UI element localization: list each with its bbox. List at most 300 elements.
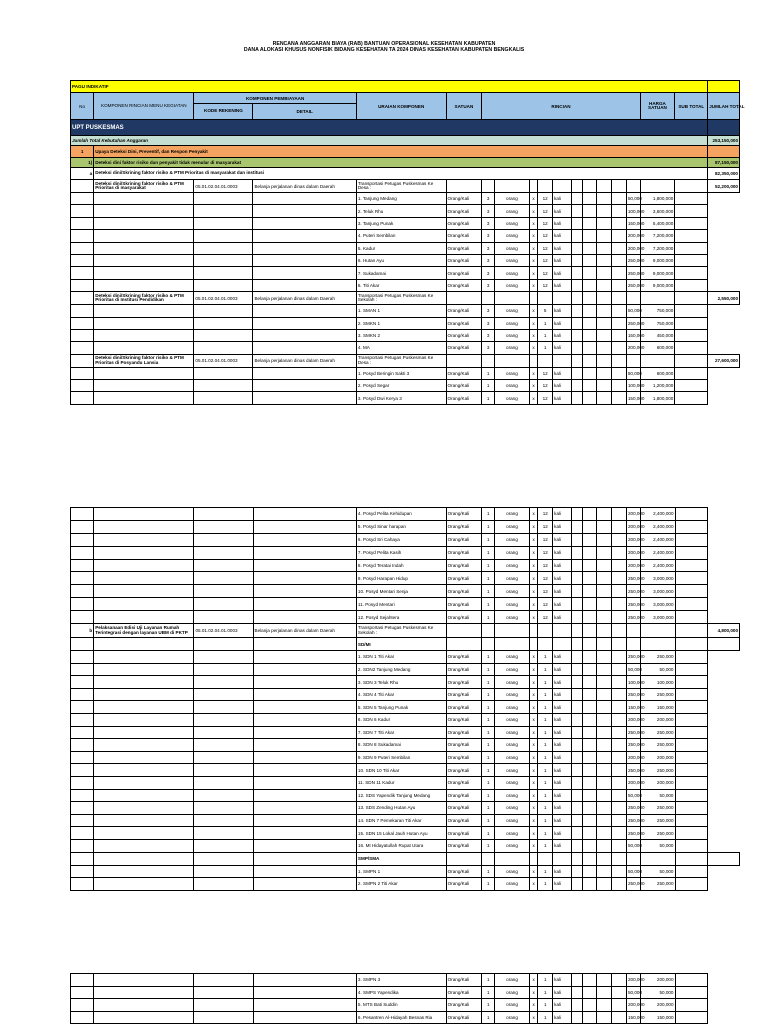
upaya-number: 1: [71, 146, 94, 158]
unit-cell: orang: [495, 585, 530, 598]
kode-rekening-cell: 05.01.02.04.01.0003: [194, 292, 253, 305]
table-row: [71, 999, 740, 1012]
unit-cell: orang: [495, 533, 530, 546]
volume-cell: 3: [482, 230, 495, 242]
harga-satuan-cell: 50,000: [626, 789, 640, 802]
volume-cell: 1: [482, 739, 495, 752]
volume-cell: 1: [482, 380, 495, 392]
frequency-cell: 12: [538, 205, 553, 217]
budget-table-page-1: [70, 80, 745, 405]
col-kode-rekening: KODE REKENING: [194, 104, 253, 120]
volume-cell: 3: [482, 342, 495, 354]
satuan-cell: Orang/Kali: [446, 392, 482, 404]
sub-total-cell: 2,400,000: [640, 546, 675, 559]
satuan-cell: Orang/Kali: [446, 254, 482, 266]
unit-cell: orang: [495, 713, 530, 726]
uraian-cell: 4. SMPS Yapendika: [356, 986, 446, 999]
frequency-unit-cell: kali: [553, 713, 572, 726]
uraian-cell: 5. Posyd Sinar harapan: [356, 520, 446, 533]
harga-satuan-cell: 150,000: [626, 701, 640, 714]
sub-total-cell: 200,000: [640, 713, 675, 726]
uraian-cell: 4. MA: [356, 342, 446, 354]
uraian-cell: 2. SDN2 Tanjung Medang: [356, 663, 446, 676]
frequency-unit-cell: kali: [553, 974, 572, 987]
sub-total-cell: 200,000: [640, 751, 675, 764]
satuan-cell: Orang/Kali: [446, 739, 482, 752]
item-a-title: Deteksi dini/Skrining faktor risiko & PTM Prioritas di masyarakat dan institusi: [94, 168, 708, 180]
sub-total-cell: 50,000: [640, 839, 675, 852]
group-header-row: [71, 180, 740, 193]
satuan-cell: Orang/Kali: [446, 380, 482, 392]
satuan-cell: Orang/Kali: [446, 279, 482, 291]
satuan-cell: Orang/Kali: [446, 865, 482, 878]
multiply-cell: x: [529, 651, 537, 664]
sub-total-cell: 150,000: [640, 701, 675, 714]
satuan-cell: Orang/Kali: [446, 1011, 482, 1024]
volume-cell: 1: [482, 701, 495, 714]
multiply-cell: x: [529, 865, 537, 878]
table-row: [71, 663, 740, 676]
uraian-cell: 5. MTS Bati Suddin: [356, 999, 446, 1012]
table-row: [71, 367, 740, 379]
uraian-cell: 3. Tanjung Punak: [356, 217, 446, 229]
table-row: [71, 802, 740, 815]
smp-sma-rows-continued: [71, 974, 740, 1024]
multiply-cell: x: [529, 520, 537, 533]
volume-cell: 1: [482, 520, 495, 533]
table-row: [71, 598, 740, 611]
sub-total-cell: 50,000: [640, 865, 675, 878]
frequency-cell: 12: [538, 242, 553, 254]
group-header-row: [71, 292, 740, 305]
volume-cell: 3: [482, 305, 495, 317]
sub-total-cell: 250,000: [640, 739, 675, 752]
table-row: [71, 878, 740, 891]
multiply-cell: x: [529, 701, 537, 714]
unit-cell: orang: [495, 508, 530, 521]
frequency-unit-cell: kali: [553, 217, 572, 229]
table-row: [71, 242, 740, 254]
frequency-unit-cell: kali: [553, 1011, 572, 1024]
harga-satuan-cell: 250,000: [626, 572, 640, 585]
frequency-unit-cell: kali: [553, 789, 572, 802]
volume-cell: 3: [482, 205, 495, 217]
item-a-number: a: [71, 168, 94, 180]
uraian-cell: 11. Posyd Mentari: [356, 598, 446, 611]
uraian-cell: 12. SDS Yapendik Tanjung Medang: [356, 789, 446, 802]
harga-satuan-cell: 250,000: [626, 585, 640, 598]
uraian-cell: 15. SDN 15 Lokal Jauh Hutan Ayu: [356, 827, 446, 840]
smp-sma-rows: [71, 865, 740, 890]
sub-total-cell: 600,000: [640, 342, 675, 354]
volume-cell: 1: [482, 986, 495, 999]
volume-cell: 3: [482, 329, 495, 341]
col-rincian: RINCIAN: [482, 93, 640, 120]
group-total: 2,550,000: [708, 292, 740, 305]
satuan-cell: Orang/Kali: [446, 329, 482, 341]
volume-cell: 1: [482, 726, 495, 739]
volume-cell: 3: [482, 242, 495, 254]
satuan-cell: Orang/Kali: [446, 217, 482, 229]
table-row: [71, 559, 740, 572]
sub-total-cell: 150,000: [640, 1011, 675, 1024]
uraian-cell: 3. Posyd Dwi Kerya 3: [356, 392, 446, 404]
sub-total-cell: 2,400,000: [640, 520, 675, 533]
volume-cell: 1: [482, 802, 495, 815]
frequency-cell: 12: [538, 267, 553, 279]
multiply-cell: x: [529, 999, 537, 1012]
unit-cell: orang: [495, 520, 530, 533]
volume-cell: 1: [482, 392, 495, 404]
uraian-cell: 4. Posyd Pelita Kehidupan: [356, 508, 446, 521]
sub-total-cell: 600,000: [640, 367, 675, 379]
harga-satuan-cell: 50,000: [626, 986, 640, 999]
table-row: [71, 217, 740, 229]
frequency-cell: 5: [538, 305, 553, 317]
satuan-cell: Orang/Kali: [446, 802, 482, 815]
harga-satuan-cell: 200,000: [626, 508, 640, 521]
uraian-cell: 1. SMAN 1: [356, 305, 446, 317]
unit-cell: orang: [495, 974, 530, 987]
satuan-cell: Orang/Kali: [446, 559, 482, 572]
col-satuan: SATUAN: [446, 93, 482, 120]
sub-total-cell: 3,000,000: [640, 598, 675, 611]
satuan-cell: Orang/Kali: [446, 305, 482, 317]
sub-total-cell: 250,000: [640, 651, 675, 664]
uraian-cell: 10. SDN 10 Titi Akar: [356, 764, 446, 777]
satuan-cell: Orang/Kali: [446, 999, 482, 1012]
harga-satuan-cell: 250,000: [626, 267, 640, 279]
satuan-cell: Orang/Kali: [446, 230, 482, 242]
volume-cell: 1: [482, 1011, 495, 1024]
volume-cell: 1: [482, 974, 495, 987]
volume-cell: 3: [482, 193, 495, 205]
frequency-cell: 12: [538, 230, 553, 242]
frequency-cell: 12: [538, 559, 553, 572]
multiply-cell: x: [529, 392, 537, 404]
multiply-cell: x: [529, 789, 537, 802]
frequency-unit-cell: kali: [553, 865, 572, 878]
group-title: Deteksi dini/Skrining faktor risiko & PTM Prioritas di Posyandu Lansia: [94, 354, 194, 367]
unit-cell: orang: [495, 865, 530, 878]
harga-satuan-cell: 250,000: [626, 598, 640, 611]
multiply-cell: x: [529, 1011, 537, 1024]
frequency-cell: 1: [538, 776, 553, 789]
harga-satuan-cell: 100,000: [626, 676, 640, 689]
sub-total-cell: 3,000,000: [640, 585, 675, 598]
harga-satuan-cell: 250,000: [626, 878, 640, 891]
sub-total-cell: 200,000: [640, 999, 675, 1012]
frequency-cell: 12: [538, 217, 553, 229]
smp-sma-label: SMP/SMA: [356, 852, 446, 865]
frequency-unit-cell: kali: [553, 367, 572, 379]
frequency-unit-cell: kali: [553, 342, 572, 354]
harga-satuan-cell: 200,000: [626, 230, 640, 242]
table-row: [71, 305, 740, 317]
col-komponen-rincian: KOMPONEN RINCIAN MENU KEGIATAN: [94, 93, 194, 120]
harga-satuan-cell: 250,000: [626, 317, 640, 329]
frequency-unit-cell: kali: [553, 572, 572, 585]
table-row: [71, 776, 740, 789]
table-row: [71, 701, 740, 714]
multiply-cell: x: [529, 305, 537, 317]
sub-total-cell: 3,600,000: [640, 205, 675, 217]
upt-puskesmas-heading: UPT PUSKESMAS: [71, 120, 708, 136]
unit-cell: orang: [495, 254, 530, 266]
harga-satuan-cell: 250,000: [626, 827, 640, 840]
frequency-unit-cell: kali: [553, 267, 572, 279]
harga-satuan-cell: 200,000: [626, 242, 640, 254]
posyandu-rows-continued: [71, 508, 740, 624]
frequency-unit-cell: kali: [553, 254, 572, 266]
sub-total-cell: 9,000,000: [640, 279, 675, 291]
unit-cell: orang: [495, 739, 530, 752]
harga-satuan-cell: 200,000: [626, 546, 640, 559]
sd-mi-rows: [71, 651, 740, 853]
sub-total-cell: 100,000: [640, 676, 675, 689]
table-row: [71, 688, 740, 701]
multiply-cell: x: [529, 878, 537, 891]
volume-cell: 1: [482, 572, 495, 585]
frequency-cell: 1: [538, 974, 553, 987]
volume-cell: 1: [482, 663, 495, 676]
document-title: RENCANA ANGGARAN BIAYA (RAB) BANTUAN OPERASIONAL KESEHATAN KABUPATEN: [272, 41, 496, 47]
sub-total-cell: 250,000: [640, 688, 675, 701]
uraian-cell: 7. Sukadamai: [356, 267, 446, 279]
frequency-cell: 1: [538, 342, 553, 354]
uraian-cell: 4. SDN 4 Titi Akar: [356, 688, 446, 701]
sub-total-cell: 3,000,000: [640, 572, 675, 585]
unit-cell: orang: [495, 342, 530, 354]
detail-cell: Belanja perjalanan dinas dalam Daerah: [253, 354, 356, 367]
table-row: [71, 254, 740, 266]
harga-satuan-cell: 200,000: [626, 751, 640, 764]
unit-cell: orang: [495, 380, 530, 392]
uraian-cell: 1. Tanjung Medang: [356, 193, 446, 205]
sub-total-cell: 750,000: [640, 317, 675, 329]
satuan-cell: Orang/Kali: [446, 701, 482, 714]
table-row: [71, 764, 740, 777]
frequency-cell: 1: [538, 827, 553, 840]
harga-satuan-cell: 100,000: [626, 380, 640, 392]
table-row: [71, 865, 740, 878]
unit-cell: orang: [495, 279, 530, 291]
frequency-unit-cell: kali: [553, 546, 572, 559]
harga-satuan-cell: 200,000: [626, 776, 640, 789]
table-row: [71, 508, 740, 521]
sd-mi-label: SD/MI: [356, 638, 446, 651]
volume-cell: 1: [482, 814, 495, 827]
volume-cell: 3: [482, 317, 495, 329]
frequency-cell: 12: [538, 367, 553, 379]
item-b-detail: Belanja perjalanan dinas dalam Daerah: [253, 624, 356, 638]
unit-cell: orang: [495, 305, 530, 317]
harga-satuan-cell: 200,000: [626, 974, 640, 987]
satuan-cell: Orang/Kali: [446, 651, 482, 664]
unit-cell: orang: [495, 611, 530, 624]
multiply-cell: x: [529, 279, 537, 291]
harga-satuan-cell: 250,000: [626, 688, 640, 701]
harga-satuan-cell: 250,000: [626, 764, 640, 777]
unit-cell: orang: [495, 367, 530, 379]
unit-cell: orang: [495, 676, 530, 689]
satuan-cell: Orang/Kali: [446, 317, 482, 329]
sub-total-cell: 50,000: [640, 789, 675, 802]
col-uraian: URAIAN KOMPONEN: [356, 93, 446, 120]
frequency-cell: 1: [538, 751, 553, 764]
col-detail: DETAIL: [253, 104, 356, 120]
col-komponen-pembiayaan: KOMPONEN PEMBIAYAAN: [194, 93, 356, 104]
uraian-cell: 6. Hutan Ayu: [356, 254, 446, 266]
col-no: No: [71, 93, 94, 120]
frequency-unit-cell: kali: [553, 739, 572, 752]
multiply-cell: x: [529, 739, 537, 752]
frequency-unit-cell: kali: [553, 802, 572, 815]
frequency-cell: 12: [538, 279, 553, 291]
group-header-row: [71, 354, 740, 367]
unit-cell: orang: [495, 688, 530, 701]
unit-cell: orang: [495, 267, 530, 279]
harga-satuan-cell: 50,000: [626, 367, 640, 379]
satuan-cell: Orang/Kali: [446, 205, 482, 217]
multiply-cell: x: [529, 726, 537, 739]
volume-cell: 1: [482, 651, 495, 664]
unit-cell: orang: [495, 986, 530, 999]
harga-satuan-cell: 200,000: [626, 342, 640, 354]
satuan-cell: Orang/Kali: [446, 663, 482, 676]
satuan-cell: Orang/Kali: [446, 878, 482, 891]
multiply-cell: x: [529, 572, 537, 585]
frequency-unit-cell: kali: [553, 533, 572, 546]
unit-cell: orang: [495, 205, 530, 217]
uraian-cell: 9. SDN 9 Puteri Sembilan: [356, 751, 446, 764]
volume-cell: 1: [482, 764, 495, 777]
sub-total-cell: 250,000: [640, 827, 675, 840]
multiply-cell: x: [529, 317, 537, 329]
unit-cell: orang: [495, 802, 530, 815]
unit-cell: orang: [495, 572, 530, 585]
item-b-total: 4,800,000: [708, 624, 740, 638]
uraian-cell: 2. SMPN 2 Titi Akar: [356, 878, 446, 891]
multiply-cell: x: [529, 776, 537, 789]
group-total: 27,600,000: [708, 354, 740, 367]
multiply-cell: x: [529, 611, 537, 624]
harga-satuan-cell: 150,000: [626, 392, 640, 404]
sub-total-cell: 1,800,000: [640, 392, 675, 404]
harga-satuan-cell: 200,000: [626, 999, 640, 1012]
volume-cell: 3: [482, 267, 495, 279]
uraian-cell: 3. SMKN 2: [356, 329, 446, 341]
volume-cell: 1: [482, 751, 495, 764]
multiply-cell: x: [529, 205, 537, 217]
unit-cell: orang: [495, 193, 530, 205]
item-b-number: b: [71, 624, 94, 638]
sub-total-cell: 2,400,000: [640, 559, 675, 572]
sub-total-cell: 250,000: [640, 814, 675, 827]
sub-total-cell: 250,000: [640, 878, 675, 891]
uraian-cell: 4. Puteri Sembilan: [356, 230, 446, 242]
unit-cell: orang: [495, 559, 530, 572]
frequency-cell: 1: [538, 713, 553, 726]
harga-satuan-cell: 50,000: [626, 663, 640, 676]
satuan-cell: Orang/Kali: [446, 839, 482, 852]
frequency-cell: 1: [538, 865, 553, 878]
multiply-cell: x: [529, 598, 537, 611]
item-b-kode: 05.01.02.04.01.0003: [194, 624, 253, 638]
multiply-cell: x: [529, 193, 537, 205]
uraian-cell: 6. Posyd Sri Cahaya: [356, 533, 446, 546]
sub-total-cell: 7,200,000: [640, 242, 675, 254]
frequency-unit-cell: kali: [553, 651, 572, 664]
frequency-unit-cell: kali: [553, 329, 572, 341]
table-row: [71, 839, 740, 852]
frequency-unit-cell: kali: [553, 764, 572, 777]
frequency-unit-cell: kali: [553, 305, 572, 317]
frequency-cell: 1: [538, 986, 553, 999]
frequency-unit-cell: kali: [553, 279, 572, 291]
sub-total-cell: 7,200,000: [640, 230, 675, 242]
unit-cell: orang: [495, 726, 530, 739]
group-title: Deteksi dini/Skrining faktor risiko & PTM Prioritas di Institusi Pendidikan: [94, 292, 194, 305]
harga-satuan-cell: 150,000: [626, 1011, 640, 1024]
jumlah-total-kebutuhan-label: Jumlah Total Kebutuhan Anggaran: [71, 136, 708, 146]
satuan-cell: Orang/Kali: [446, 713, 482, 726]
harga-satuan-cell: 50,000: [626, 839, 640, 852]
frequency-unit-cell: kali: [553, 663, 572, 676]
unit-cell: orang: [495, 814, 530, 827]
sub-total-cell: 9,000,000: [640, 267, 675, 279]
table-row: [71, 205, 740, 217]
budget-table-page-2: [70, 507, 740, 891]
frequency-cell: 12: [538, 533, 553, 546]
unit-cell: orang: [495, 546, 530, 559]
frequency-unit-cell: kali: [553, 392, 572, 404]
multiply-cell: x: [529, 342, 537, 354]
multiply-cell: x: [529, 559, 537, 572]
kode-rekening-cell: 05.01.02.04.01.0003: [194, 354, 253, 367]
frequency-unit-cell: kali: [553, 999, 572, 1012]
satuan-cell: Orang/Kali: [446, 827, 482, 840]
multiply-cell: x: [529, 267, 537, 279]
frequency-unit-cell: kali: [553, 827, 572, 840]
uraian-cell: 1. SMPN 1: [356, 865, 446, 878]
pagu-indikatif-label: PAGU INDIKATIF: [71, 81, 708, 93]
harga-satuan-cell: 200,000: [626, 713, 640, 726]
sub-1-value: 87,150,000: [708, 158, 740, 168]
harga-satuan-cell: 150,000: [626, 329, 640, 341]
frequency-unit-cell: kali: [553, 688, 572, 701]
satuan-cell: Orang/Kali: [446, 726, 482, 739]
frequency-cell: 1: [538, 676, 553, 689]
multiply-cell: x: [529, 380, 537, 392]
frequency-unit-cell: kali: [553, 814, 572, 827]
harga-satuan-cell: 50,000: [626, 193, 640, 205]
frequency-cell: 12: [538, 611, 553, 624]
volume-cell: 1: [482, 585, 495, 598]
frequency-cell: 12: [538, 392, 553, 404]
sub-total-cell: 200,000: [640, 776, 675, 789]
satuan-cell: Orang/Kali: [446, 508, 482, 521]
harga-satuan-cell: 150,000: [626, 217, 640, 229]
col-jumlah-total: JUMLAH TOTAL: [708, 93, 740, 120]
multiply-cell: x: [529, 508, 537, 521]
col-harga-satuan: HARGA SATUAN: [640, 93, 675, 120]
volume-cell: 1: [482, 688, 495, 701]
uraian-cell: 6. Pesantren Al-Hidayah Besnas Ria: [356, 1011, 446, 1024]
uraian-cell: 14. SDN 7 Pemekaran Titi Akar: [356, 814, 446, 827]
unit-cell: orang: [495, 230, 530, 242]
frequency-cell: 12: [538, 598, 553, 611]
